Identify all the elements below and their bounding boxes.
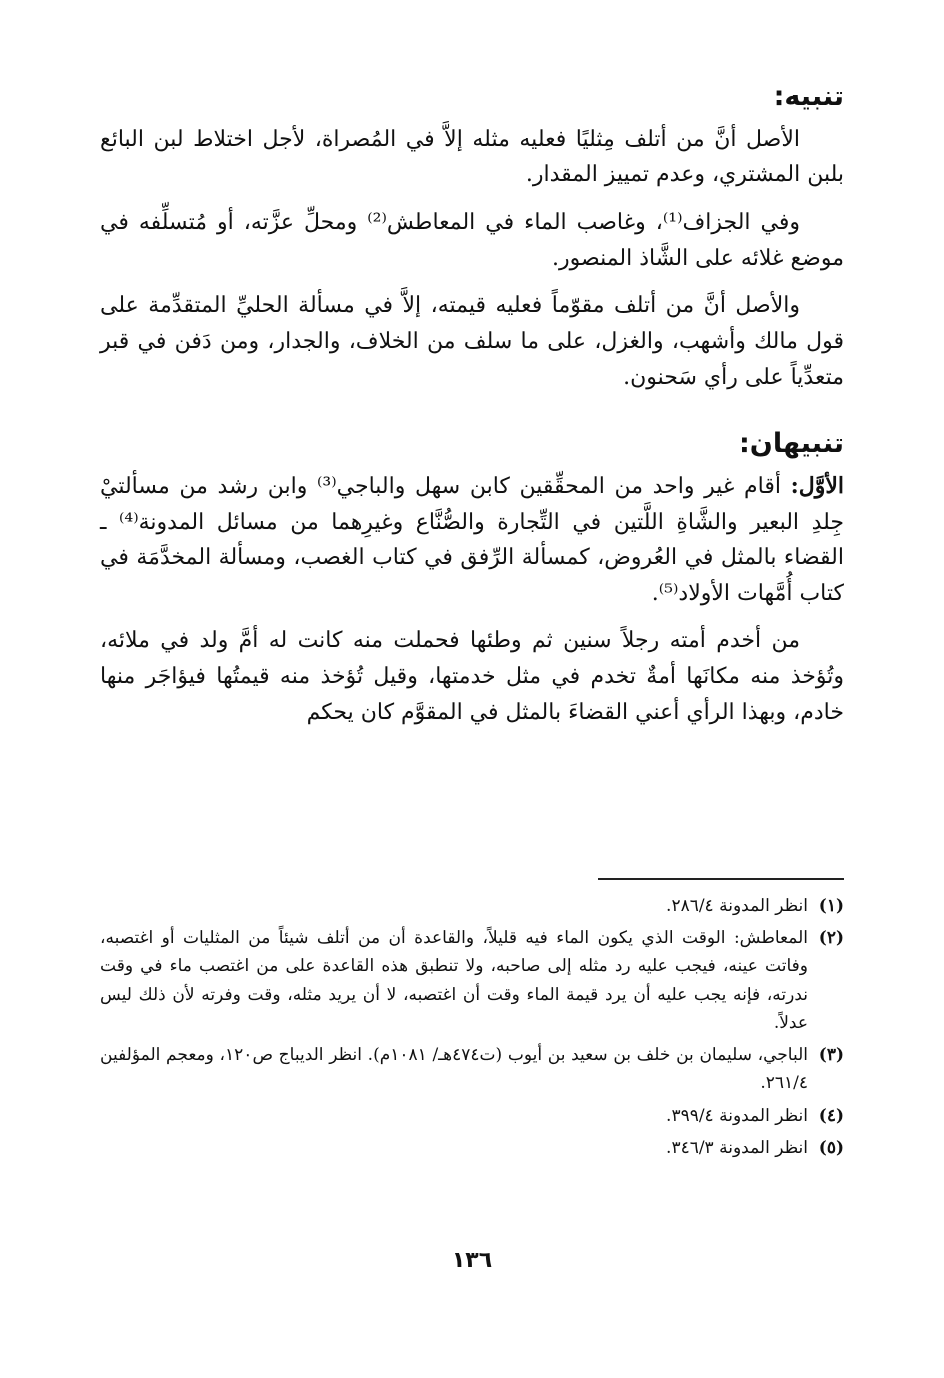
footnote-number: (٥) — [818, 1137, 844, 1158]
footnote-number: (١) — [818, 896, 844, 916]
first-point-text: أقام غير واحد من المحقِّقين كابن سهل والباجي⁽³⁾ وابن رشد من مسألتيْ جِلدِ البعير والشَّاةِ اللَّتين في التِّجارة والصُّنَّاع وغيرِهما من مسائل المدونة⁽⁴⁾ ـ القضاء بالمثل في العُروض، كمسألة الرِّفق في كتاب الغصب، ومسألة المخدَّمَة في كتاب أُمَّهات الأولاد⁽⁵⁾. — [100, 473, 845, 606]
paragraph-2: وفي الجزاف⁽¹⁾، وغاصب الماء في المعاطش⁽²⁾ ومحلِّ عزَّته، أو مُتسلِّفه في موضع غلائه على الشَّاذ المنصور. — [100, 210, 844, 271]
footnotes — [100, 892, 844, 1166]
page-number: ١٣٦ — [451, 1248, 493, 1273]
main-text — [100, 78, 844, 730]
footnote-text: الباجي، سليمان بن خلف بن سعيد بن أيوب (ت٤٧٤هـ/ ١٠٨١م). انظر الديباج ص١٢٠، ومعجم المؤلفين ٢٦١/٤. — [100, 1045, 809, 1094]
section-heading-tanbihan: تنبيهان: — [738, 428, 844, 460]
footnote-text: انظر المدونة ٢٨٦/٤. — [666, 896, 808, 916]
footnote-number: (٢) — [818, 928, 844, 949]
footnote-number: (٤) — [818, 1105, 844, 1126]
first-point-label: الأوَّل: — [790, 472, 844, 499]
footnote-item — [100, 1134, 844, 1162]
paragraph-first-point — [100, 469, 844, 612]
footnote-item — [100, 924, 844, 1037]
footnote-text: انظر المدونة ٣٤٦/٣. — [666, 1137, 808, 1158]
footnote-text: المعاطش: الوقت الذي يكون الماء فيه قليلاً، والقاعدة أن من أتلف شيئاً من المثليات أو اغتصبه، وفاتت عينه، فيجب عليه رد مثله إلى صاحبه، ولا تنطبق هذه القاعدة على من اغتصب ماء في وقت ندرته، فإنه يجب عليه أن يرد قيمة الماء وقت أن اغتصبه، لا أن يريد مثله، وقت وفرته لأن ذلك ليس عدلاً. — [100, 928, 808, 1033]
paragraph-1: الأصل أنَّ من أتلف مِثليًا فعليه مثله إلاَّ في المُصراة، لأجل اختلاط لبن البائع بلبن المشتري، وعدم تمييز المقدار. — [100, 126, 844, 188]
footnote-item — [100, 1041, 844, 1097]
footnote-text: انظر المدونة ٣٩٩/٤. — [666, 1105, 808, 1126]
paragraph-5: من أخدم أمته رجلاً سنين ثم وطئها فحملت منه كانت له أمَّ ولد في ملائه، وتُؤخذ منه مكانَها أمةٌ تخدم في مثل خدمتها، وقيل تُؤخذ منه قيمتُها فيؤاجَر منها خادم، وبهذا الرأي أعني القضاءَ بالمثل في المقوَّم كان يحكم — [100, 628, 844, 725]
footnote-item — [100, 892, 844, 920]
footnote-number: (٣) — [818, 1045, 844, 1066]
footnote-item — [100, 1102, 844, 1130]
footnote-divider — [598, 878, 844, 880]
paragraph-3: والأصل أنَّ من أتلف مقوّماً فعليه قيمته، إلاَّ في مسألة الحليِّ المتقدِّمة على قول مالك وأشهب، والغزل، على ما سلف من الخلاف، والجدار، ومن دَفن في قبر متعدِّياً على رأي سَحنون. — [100, 293, 844, 390]
section-heading-tanbih: تنبيه: — [773, 81, 844, 112]
